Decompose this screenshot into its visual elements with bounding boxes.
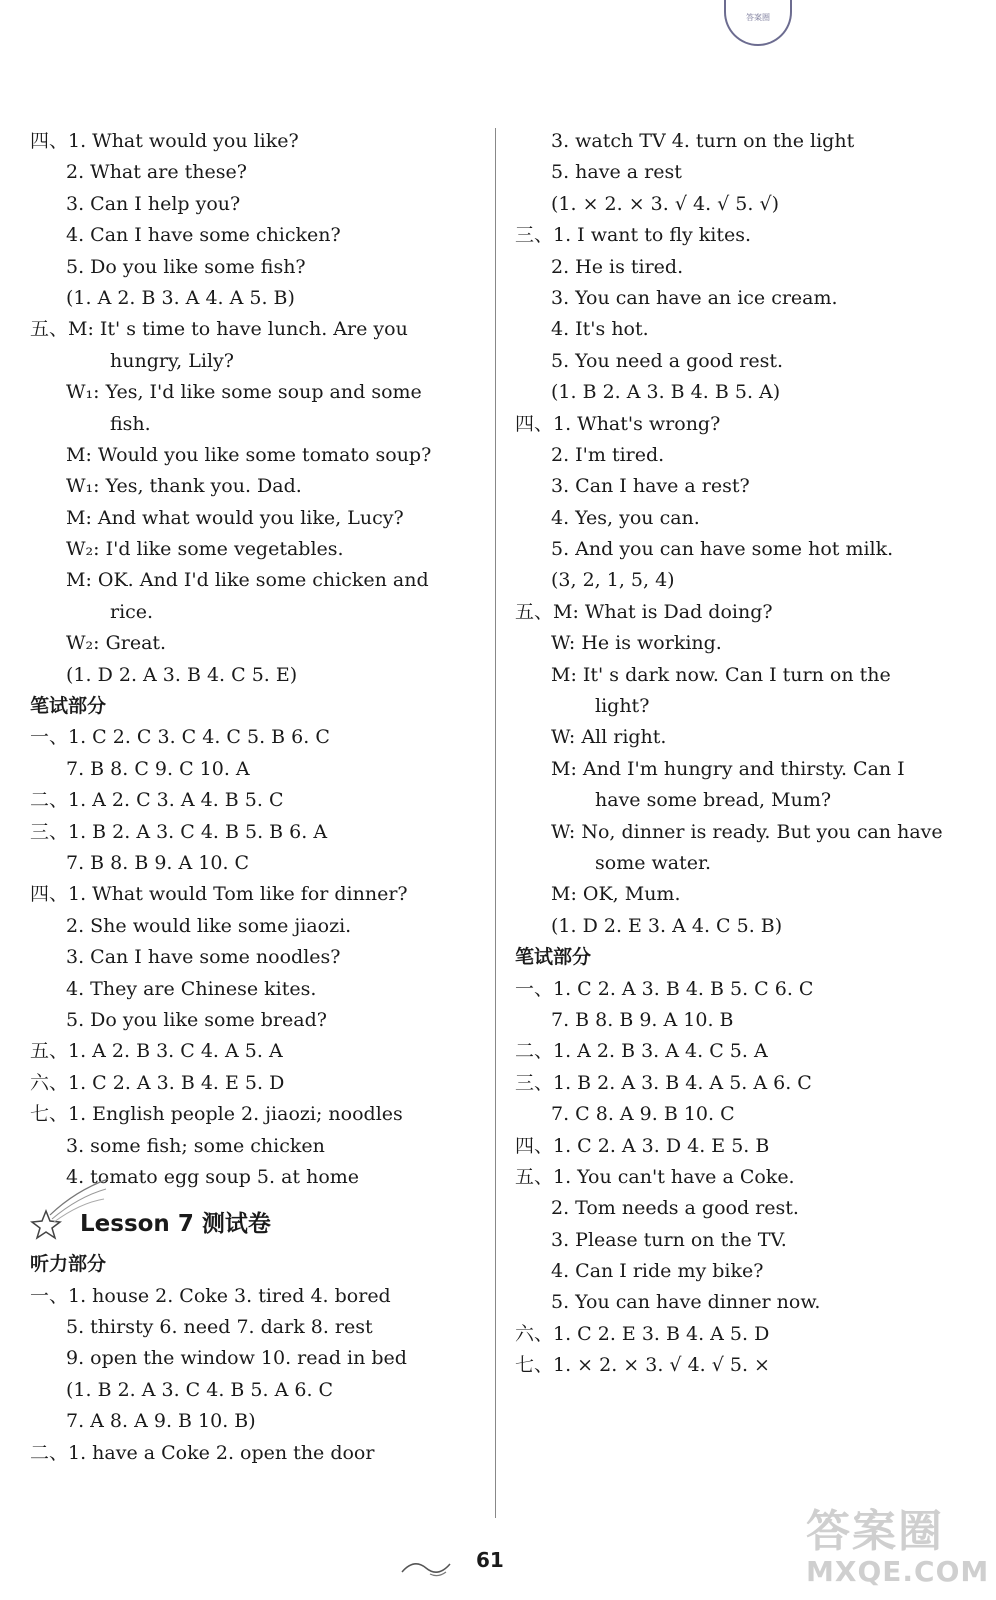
answer-line: 四、1. What would Tom like for dinner? xyxy=(30,883,408,906)
answer-line: M: Would you like some tomato soup? xyxy=(66,443,432,466)
watermark-cn: 答案圈 xyxy=(806,1506,944,1557)
answer-line: 二、1. A 2. B 3. A 4. C 5. A xyxy=(515,1040,768,1063)
left-answers xyxy=(30,126,490,1193)
answer-line: 5. You need a good rest. xyxy=(551,349,784,372)
answer-line: 4. They are Chinese kites. xyxy=(66,977,317,1000)
answer-line: 4. Yes, you can. xyxy=(551,506,700,529)
answer-line: 4. Can I ride my bike? xyxy=(551,1260,764,1283)
section-heading: 笔试部分 xyxy=(515,946,592,969)
answer-line: 7. B 8. B 9. A 10. B xyxy=(551,1008,734,1031)
answer-line: (1. × 2. × 3. √ 4. √ 5. √) xyxy=(551,192,779,215)
answer-line: 5. Do you like some fish? xyxy=(66,255,306,278)
answer-line: 五、1. A 2. B 3. C 4. A 5. A xyxy=(30,1040,283,1063)
answer-line: 4. Can I have some chicken? xyxy=(66,224,341,247)
answer-line: M: OK, Mum. xyxy=(551,883,681,906)
answer-line: 五、M: It' s time to have lunch. Are you xyxy=(30,318,408,341)
left-answers-lesson7 xyxy=(30,1249,490,1469)
answer-line: M: And I'm hungry and thirsty. Can I xyxy=(551,757,905,780)
answer-line: have some bread, Mum? xyxy=(595,789,832,812)
answer-line: 3. Can I help you? xyxy=(66,192,241,215)
answer-line: 四、1. C 2. A 3. D 4. E 5. B xyxy=(515,1134,770,1157)
answer-line: 六、1. C 2. A 3. B 4. E 5. D xyxy=(30,1071,285,1094)
column-divider xyxy=(495,128,496,1518)
answer-line: 3. some fish; some chicken xyxy=(66,1134,325,1157)
section-heading: 听力部分 xyxy=(30,1253,107,1276)
lesson-title: Lesson 7 测试卷 xyxy=(80,1211,271,1238)
answer-line: (1. D 2. A 3. B 4. C 5. E) xyxy=(66,663,298,686)
answer-line: 一、1. C 2. A 3. B 4. B 5. C 6. C xyxy=(515,977,814,1000)
answer-line: fish. xyxy=(110,412,151,435)
answer-line: M: OK. And I'd like some chicken and xyxy=(66,569,429,592)
answer-line: 2. What are these? xyxy=(66,161,247,184)
corner-stamp xyxy=(724,0,792,46)
answer-line: 五、M: What is Dad doing? xyxy=(515,600,773,623)
answer-line: 二、1. have a Coke 2. open the door xyxy=(30,1441,375,1464)
answer-line: W₂: Great. xyxy=(66,632,167,655)
right-answers xyxy=(515,126,975,1382)
answer-line: 5. thirsty 6. need 7. dark 8. rest xyxy=(66,1316,373,1339)
answer-line: 三、1. I want to fly kites. xyxy=(515,224,752,247)
answer-line: 7. B 8. B 9. A 10. C xyxy=(66,851,250,874)
page-number: 61 xyxy=(476,1548,504,1572)
answer-line: 7. B 8. C 9. C 10. A xyxy=(66,757,250,780)
decorative-swirl-icon xyxy=(400,1554,460,1580)
answer-line: 2. Tom needs a good rest. xyxy=(551,1197,799,1220)
answer-line: 三、1. B 2. A 3. C 4. B 5. B 6. A xyxy=(30,820,328,843)
answer-line: (1. B 2. A 3. B 4. B 5. A) xyxy=(551,381,781,404)
answer-line: (1. A 2. B 3. A 4. A 5. B) xyxy=(66,286,295,309)
answer-line: (1. D 2. E 3. A 4. C 5. B) xyxy=(551,914,783,937)
watermark xyxy=(806,1495,990,1590)
answer-line: W₂: I'd like some vegetables. xyxy=(66,538,344,561)
answer-line: some water. xyxy=(595,851,711,874)
answer-line: light? xyxy=(595,695,650,718)
answer-line: M: It' s dark now. Can I turn on the xyxy=(551,663,891,686)
answer-line: 3. Can I have a rest? xyxy=(551,475,750,498)
watermark-en: MXQE.COM xyxy=(806,1555,990,1588)
answer-line: 一、1. house 2. Coke 3. tired 4. bored xyxy=(30,1284,391,1307)
answer-line: W: All right. xyxy=(551,726,667,749)
answer-line: 六、1. C 2. E 3. B 4. A 5. D xyxy=(515,1322,770,1345)
answer-line: (1. B 2. A 3. C 4. B 5. A 6. C xyxy=(66,1378,334,1401)
right-column xyxy=(515,126,975,1382)
answer-line: W: No, dinner is ready. But you can have xyxy=(551,820,943,843)
answer-line: 4. tomato egg soup 5. at home xyxy=(66,1165,360,1188)
answer-line: 7. A 8. A 9. B 10. B) xyxy=(66,1410,256,1433)
answer-line: M: And what would you like, Lucy? xyxy=(66,506,404,529)
answer-line: 5. have a rest xyxy=(551,161,682,184)
answer-line: W₁: Yes, thank you. Dad. xyxy=(66,475,302,498)
answer-line: 2. I'm tired. xyxy=(551,443,665,466)
answer-line: rice. xyxy=(110,600,154,623)
stamp-text: 答案圈 xyxy=(746,13,770,22)
answer-line: 四、1. What's wrong? xyxy=(515,412,721,435)
answer-line: 5. You can have dinner now. xyxy=(551,1291,821,1314)
answer-line: 5. And you can have some hot milk. xyxy=(551,538,894,561)
answer-line: 七、1. English people 2. jiaozi; noodles xyxy=(30,1103,403,1126)
answer-line: 七、1. × 2. × 3. √ 4. √ 5. × xyxy=(515,1354,770,1377)
lesson-heading xyxy=(30,1193,490,1249)
answer-line: 二、1. A 2. C 3. A 4. B 5. C xyxy=(30,789,284,812)
answer-line: 3. You can have an ice cream. xyxy=(551,286,838,309)
answer-line: (3, 2, 1, 5, 4) xyxy=(551,569,675,592)
answer-line: W₁: Yes, I'd like some soup and some xyxy=(66,381,422,404)
answer-line: 4. It's hot. xyxy=(551,318,649,341)
answer-line: 7. C 8. A 9. B 10. C xyxy=(551,1103,735,1126)
answer-line: 3. Please turn on the TV. xyxy=(551,1228,787,1251)
answer-line: 2. He is tired. xyxy=(551,255,684,278)
answer-line: 一、1. C 2. C 3. C 4. C 5. B 6. C xyxy=(30,726,330,749)
section-heading: 笔试部分 xyxy=(30,695,107,718)
answer-line: 四、1. What would you like? xyxy=(30,130,299,152)
answer-line: 3. watch TV 4. turn on the light xyxy=(551,130,855,152)
answer-line: W: He is working. xyxy=(551,632,722,655)
answer-line: hungry, Lily? xyxy=(110,349,234,372)
answer-line: 三、1. B 2. A 3. B 4. A 5. A 6. C xyxy=(515,1071,812,1094)
left-column xyxy=(30,126,490,1469)
answer-line: 五、1. You can't have a Coke. xyxy=(515,1165,795,1188)
answer-line: 9. open the window 10. read in bed xyxy=(66,1347,407,1370)
answer-line: 3. Can I have some noodles? xyxy=(66,946,341,969)
answer-line: 5. Do you like some bread? xyxy=(66,1008,327,1031)
answer-line: 2. She would like some jiaozi. xyxy=(66,914,352,937)
